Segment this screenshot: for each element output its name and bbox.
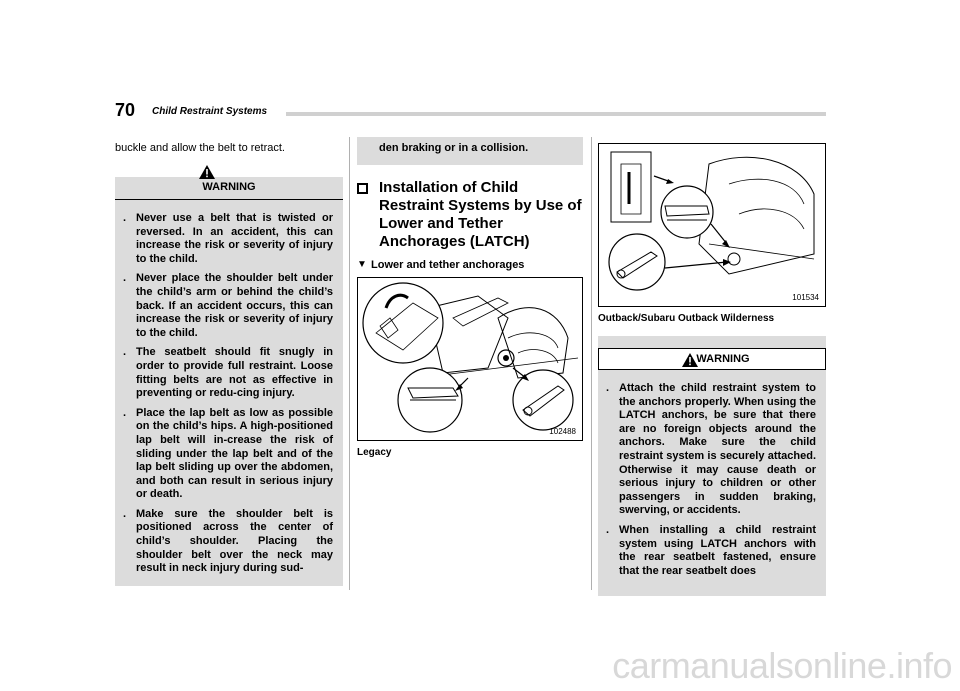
column-3 — [598, 137, 826, 596]
warning-panel-2 — [598, 336, 826, 596]
figure-legacy — [357, 277, 583, 441]
list-item: . Never place the shoulder belt under the child’s arm or behind the child’s back. If an accident occurs, this can increase the risk or severity of injury to the child. — [123, 272, 333, 339]
column-1 — [115, 137, 343, 586]
warning-list-1 — [115, 200, 343, 580]
figure-caption: Legacy — [357, 447, 392, 458]
figure-code: 102488 — [549, 427, 576, 436]
figure-caption: Outback/Subaru Outback Wilderness — [598, 313, 775, 324]
warning-panel-1 — [115, 177, 343, 586]
header-rule — [286, 112, 826, 116]
continued-warning-text: den braking or in a collision. — [357, 137, 583, 165]
list-item: . Place the lap belt as low as possible on the child’s hips. A high-positioned lap belt will in-crease the risk of sliding under the lap belt and of the lap belt sliding up over the abdomen, and both can result in serious injury or death. — [123, 406, 333, 501]
warning-spacer — [598, 336, 826, 348]
warning-list-2 — [598, 370, 826, 582]
page-number: 70 — [115, 100, 136, 120]
latch-anchor-illustration-outback — [599, 144, 826, 307]
column-2 — [357, 137, 583, 458]
warning-header-1 — [115, 177, 343, 199]
list-item: . Never use a belt that is twisted or reversed. In an accident, this can increase the risk or severity of injury to the child. — [123, 212, 333, 265]
list-item: . Attach the child restraint system to the anchors properly. When using the LATCH anchors, be sure that there are no foreign objects around the anchors. Make sure the child restraint system is securely attached. Otherwise it may cause death or serious injury to children or other passengers in sudden braking, swerving, or accidents. — [606, 382, 816, 517]
section-title: Child Restraint Systems — [152, 106, 268, 117]
intro-text: buckle and allow the belt to retract. — [115, 142, 285, 154]
figure-code: 101534 — [792, 293, 819, 302]
list-item: . When installing a child restraint system using LATCH anchors with the rear seatbelt fastened, ensure that the rear seatbelt does — [606, 523, 816, 577]
subheading: ▼ Lower and tether anchorages — [357, 259, 525, 271]
list-item: . Make sure the shoulder belt is positioned across the center of child’s shoulder. Placing the shoulder belt over the neck may result in neck injury during sud- — [123, 507, 333, 575]
latch-anchor-illustration — [358, 278, 583, 441]
warning-header-2 — [598, 348, 826, 370]
list-item: . The seatbelt should fit snugly in order to provide full restraint. Loose fitting belts are not as effective in preventing or redu-cing injury. — [123, 346, 333, 400]
column-divider-2 — [591, 137, 592, 590]
watermark: carmanualsonline.info — [612, 645, 952, 686]
column-divider-1 — [349, 137, 350, 590]
warning-label: WARNING — [696, 353, 750, 365]
figure-outback — [598, 143, 826, 307]
section-square-icon — [357, 183, 368, 194]
warning-icon — [199, 165, 215, 179]
section-heading: Installation of Child Restraint Systems by Use of Lower and Tether Anchorages (LATCH) — [357, 179, 583, 251]
warning-label: WARNING — [202, 181, 256, 193]
triangle-marker-icon: ▼ — [357, 259, 367, 270]
